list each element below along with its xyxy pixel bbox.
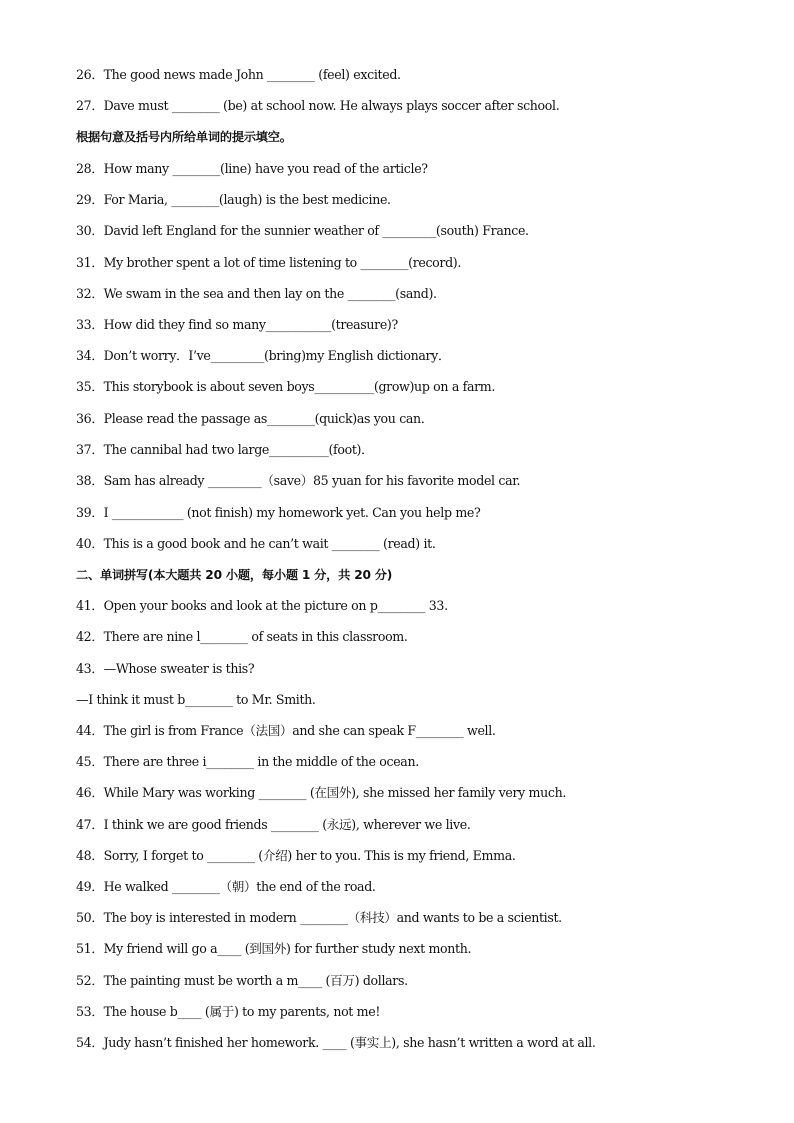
question-32: 32．We swam in the sea and then lay on the ________(sand). [76, 286, 437, 301]
section-two-heading: 二、单词拼写(本大题共 20 小题，每小题 1 分，共 20 分) [76, 568, 393, 582]
question-44: 44．The girl is from France（法国）and she can speak F________ well. [76, 723, 496, 738]
question-37: 37．The cannibal had two large__________(foot)． [76, 442, 374, 457]
question-30: 30．David left England for the sunnier weather of _________(south) France. [76, 223, 529, 238]
question-45: 45．There are three i________ in the middle of the ocean. [76, 754, 419, 769]
question-43: 43．—Whose sweater is this? [76, 661, 255, 676]
question-46: 46．While Mary was working ________ (在国外), she missed her family very much. [76, 785, 567, 800]
question-48: 48．Sorry, I forget to ________ (介绍) her to you. This is my friend, Emma. [76, 848, 516, 863]
section-instruction: 根据句意及括号内所给单词的提示填空。 [76, 130, 292, 144]
question-27: 27．Dave must ________ (be) at school now. He always plays soccer after school. [76, 98, 560, 113]
question-35: 35．This storybook is about seven boys__________(grow)up on a farm. [76, 379, 496, 394]
question-43-answer: —I think it must b________ to Mr. Smith. [76, 692, 316, 707]
question-31: 31．My brother spent a lot of time listening to ________(record). [76, 255, 462, 270]
question-41: 41．Open your books and look at the picture on p________ 33. [76, 598, 448, 613]
question-33: 33．How did they find so many___________(treasure)? [76, 317, 398, 332]
question-39: 39．I ____________ (not finish) my homework yet. Can you help me? [76, 505, 481, 520]
question-53: 53．The house b____ (属于) to my parents, not me! [76, 1004, 381, 1019]
question-36: 36．Please read the passage as________(quick)as you can． [76, 411, 434, 426]
question-50: 50．The boy is interested in modern ________（科技）and wants to be a scientist. [76, 910, 562, 925]
question-54: 54．Judy hasn’t finished her homework. ____ (事实上), she hasn’t written a word at all. [76, 1035, 596, 1050]
question-40: 40．This is a good book and he can’t wait ________ (read) it. [76, 536, 436, 551]
question-28: 28．How many ________(line) have you read of the article? [76, 161, 428, 176]
question-52: 52．The painting must be worth a m____ (百万) dollars. [76, 973, 408, 988]
question-49: 49．He walked ________（朝）the end of the road. [76, 879, 376, 894]
question-42: 42．There are nine l________ of seats in this classroom. [76, 629, 408, 644]
question-34: 34．Don’t worry．I’ve_________(bring)my English dictionary． [76, 348, 451, 363]
question-51: 51．My friend will go a____ (到国外) for further study next month. [76, 941, 472, 956]
question-38: 38．Sam has already _________（save）85 yuan for his favorite model car. [76, 473, 521, 488]
question-26: 26．The good news made John ________ (feel) excited. [76, 67, 401, 82]
question-29: 29．For Maria, ________(laugh) is the best medicine. [76, 192, 391, 207]
question-47: 47．I think we are good friends ________ (永远), wherever we live. [76, 817, 471, 832]
